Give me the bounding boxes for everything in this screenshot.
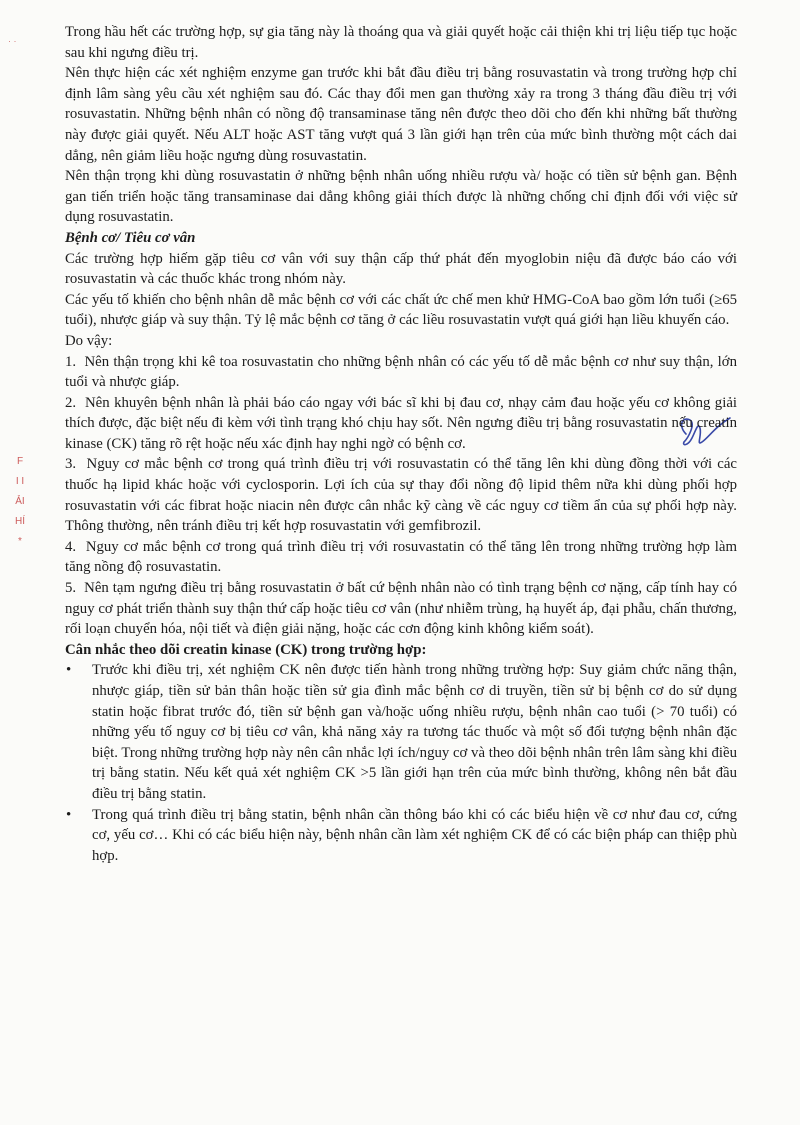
margin-stamp-text-3: ẢI	[15, 496, 25, 507]
list-item-text: Nguy cơ mắc bệnh cơ trong quá trình điều trị với rosuvastatin có thể tăng lên khi dùng đồng thời với các thuốc hạ lipid khác hoặc với cyclosporin. Lợi ích của sự thay đổi nồng độ lipid thêm nữa khi dùng phối hợp rosuvastatin với các fibrat hoặc niacin nên được cân nhắc kỹ càng về các nguy cơ tiềm ẩn của sự phối hợp này. Thông thường, nên tránh điều trị kết hợp rosuvastatin với gemfibrozil.	[65, 456, 737, 535]
paragraph-liver-enzyme-tests: Nên thực hiện các xét nghiệm enzyme gan trước khi bắt đầu điều trị bằng rosuvastatin và trong trường hợp chỉ định lâm sàng yêu cầu xét nghiệm sau đó. Các thay đổi men gan thường xảy ra trong 3 tháng đầu điều trị với rosuvastatin. Những bệnh nhân có nồng độ transaminase tăng nên được theo dõi cho đến khi những bất thường này được giải quyết. Nếu ALT hoặc AST tăng vượt quá 3 lần giới hạn trên của mức bình thường một cách dai dẳng, nên giảm liều hoặc ngưng dùng rosuvastatin.	[65, 65, 737, 164]
margin-stamp-text-5: *	[18, 536, 22, 547]
bullet-list	[65, 660, 737, 866]
list-item-text: Nguy cơ mắc bệnh cơ trong quá trình điều trị với rosuvastatin có thể tăng lên trong những trường hợp làm tăng nồng độ rosuvastatin.	[65, 538, 737, 576]
paragraph-rhabdomyolysis-cases: Các trường hợp hiếm gặp tiêu cơ vân với suy thận cấp thứ phát đến myoglobin niệu đã được báo cáo với rosuvastatin và các thuốc khác trong nhóm này.	[65, 250, 737, 288]
numbered-list	[65, 352, 737, 640]
paragraph-alcohol-caution: Nên thận trọng khi dùng rosuvastatin ở những bệnh nhân uống nhiều rượu và/ hoặc có tiền sử bệnh gan. Bệnh gan tiến triển hoặc tăng transaminase dai dẳng không giải thích được là những chống chỉ định đối với việc sử dụng rosuvastatin.	[65, 168, 737, 226]
document-page	[65, 22, 737, 866]
list-item-text: Nên tạm ngưng điều trị bằng rosuvastatin ở bất cứ bệnh nhân nào có tình trạng bệnh cơ nặng, cấp tính hay có nguy cơ phát triển thành suy thận thứ cấp hoặc tiêu cơ vân (như nhiễm trùng, hạ huyết áp, đại phẫu, chấn thương, rối loạn chuyển hóa, nội tiết và điện giải nặng, hoặc các cơn động kinh không kiểm soát).	[65, 580, 737, 638]
margin-stamp	[6, 455, 34, 555]
bullet-item-before-treatment: • Trước khi điều trị, xét nghiệm CK nên được tiến hành trong những trường hợp: Suy giảm chức năng thận, nhược giáp, tiền sử bản thân hoặc tiền sử gia đình mắc bệnh cơ di truyền, tiền sử bị bệnh cơ do sử dụng statin hoặc fibrat trước đó, tiền sử bệnh gan và/hoặc uống nhiều rượu, bệnh nhân cao tuổi (> 70 tuổi) có những yếu tố nguy cơ bị tiêu cơ vân, khả năng xảy ra tương tác thuốc và một số đối tượng bệnh nhân đặc biệt. Trong những trường hợp này nên cân nhắc lợi ích/nguy cơ và theo dõi bệnh nhân trên lâm sàng khi điều trị bằng statin. Nếu kết quả xét nghiệm CK >5 lần giới hạn trên của mức bình thường, không nên bắt đầu điều trị bằng statin.	[65, 660, 737, 804]
list-item	[65, 393, 737, 455]
list-item-number: 2.	[65, 394, 77, 411]
margin-stamp-text-4: HÍ	[15, 516, 25, 527]
heading-myopathy: Bệnh cơ/ Tiêu cơ vân	[65, 229, 196, 246]
list-item-number: 1.	[65, 353, 77, 370]
corner-stamp-mark: · ·	[8, 36, 17, 46]
list-item	[65, 454, 737, 536]
paragraph-transient-increase: Trong hầu hết các trường hợp, sự gia tăng này là thoáng qua và giải quyết hoặc cải thiện khi trị liệu tiếp tục hoặc sau khi ngưng điều trị.	[65, 24, 737, 61]
list-item-number: 3.	[65, 456, 77, 473]
heading-ck-monitoring: Cân nhắc theo dõi creatin kinase (CK) trong trường hợp:	[65, 641, 427, 658]
list-item	[65, 537, 737, 578]
margin-stamp-text-1: F	[16, 456, 24, 467]
list-item	[65, 352, 737, 393]
list-item	[65, 578, 737, 640]
list-item-text: Nên khuyên bệnh nhân là phải báo cáo ngay với bác sĩ khi bị đau cơ, nhạy cảm đau hoặc yếu cơ không giải thích được, đặc biệt nếu đi kèm với tình trạng khó chịu hay sốt. Nên ngưng điều trị bằng rosuvastatin nếu creatin kinase (CK) tăng rõ rệt hoặc nếu xác định hay nghi ngờ có bệnh cơ.	[65, 394, 737, 452]
list-item-number: 4.	[65, 538, 77, 555]
margin-stamp-text-2: I I	[15, 476, 25, 487]
list-item-number: 5.	[65, 580, 77, 597]
bullet-item-during-treatment: • Trong quá trình điều trị bằng statin, bệnh nhân cần thông báo khi có các biểu hiện về cơ như đau cơ, cứng cơ, yếu cơ… Khi có các biểu hiện này, bệnh nhân cần làm xét nghiệm CK để có các biện pháp can thiệp phù hợp.	[65, 805, 737, 867]
paragraph-therefore: Do vậy:	[65, 332, 113, 349]
list-item-text: Nên thận trọng khi kê toa rosuvastatin cho những bệnh nhân có các yếu tố dễ mắc bệnh cơ như suy thận, lớn tuổi và nhược giáp.	[65, 353, 737, 391]
paragraph-risk-factors: Các yếu tố khiến cho bệnh nhân dễ mắc bệnh cơ với các chất ức chế men khử HMG-CoA bao gồm lớn tuổi (≥65 tuổi), nhược giáp và suy thận. Tỷ lệ mắc bệnh cơ tăng ở các liều rosuvastatin vượt quá giới hạn liều khuyến cáo.	[65, 291, 737, 329]
